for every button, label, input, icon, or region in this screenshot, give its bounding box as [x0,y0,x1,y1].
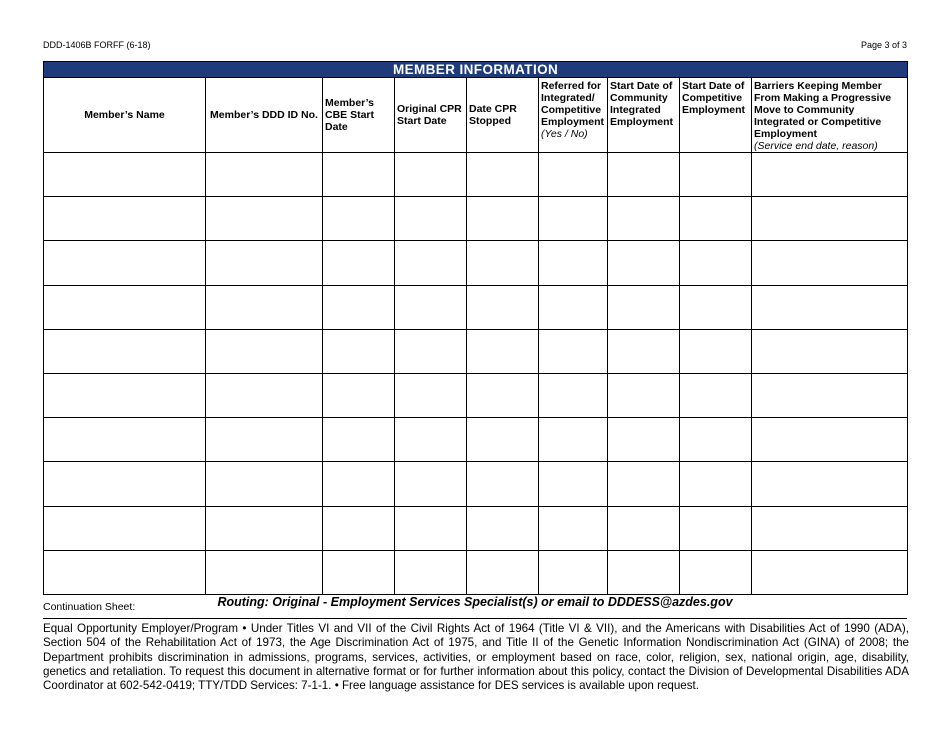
cell-barriers[interactable] [752,462,908,506]
table-row [44,418,908,462]
col-header-barriers-note: (Service end date, reason) [754,140,878,152]
cell-cbe-start-date[interactable] [323,329,395,373]
cell-community-start-date[interactable] [608,197,680,241]
cell-members-name[interactable] [44,550,206,594]
cell-competitive-start-date[interactable] [680,373,752,417]
table-title: MEMBER INFORMATION [44,62,908,78]
cell-community-start-date[interactable] [608,285,680,329]
cell-community-start-date[interactable] [608,241,680,285]
header-row [44,78,908,153]
cell-ddd-id[interactable] [206,550,323,594]
cell-members-name[interactable] [44,285,206,329]
cell-date-cpr-stopped[interactable] [467,550,539,594]
cell-barriers[interactable] [752,373,908,417]
equal-opportunity-statement: Equal Opportunity Employer/Program • Under Titles VI and VII of the Civil Rights Act of 1964 (Title VI & VII), and the Americans with Disabilities Act of 1990 (ADA), Section 504 of the Rehabilitation Act of 1973, the Age Discrimination Act of 1975, and Title II of the Genetic Information Nondiscrimination Act (GINA) of 2008; the Department prohibits discrimination in admissions, programs, services, activities, or employment based on race, color, religion, sex, national origin, age, disability, genetics and retaliation. To request this document in alternative format or for further information about this policy, contact the Division of Developmental Disabilities ADA Coordinator at 602-542-0419; TTY/TDD Services: 7-1-1. • Free language assistance for DES services is available upon request. [43,622,909,693]
cell-competitive-start-date[interactable] [680,241,752,285]
table-row [44,462,908,506]
cell-barriers[interactable] [752,506,908,550]
cell-date-cpr-stopped[interactable] [467,462,539,506]
cell-members-name[interactable] [44,462,206,506]
cell-ddd-id[interactable] [206,285,323,329]
cell-cbe-start-date[interactable] [323,241,395,285]
cell-date-cpr-stopped[interactable] [467,241,539,285]
cell-community-start-date[interactable] [608,550,680,594]
cell-competitive-start-date[interactable] [680,153,752,197]
cell-referred[interactable] [539,373,608,417]
cell-referred[interactable] [539,153,608,197]
member-information-table [43,61,908,595]
cell-barriers[interactable] [752,153,908,197]
routing-instructions: Routing: Original - Employment Services Specialist(s) or email to DDDESS@azdes.gov [217,595,733,609]
cell-date-cpr-stopped[interactable] [467,506,539,550]
cell-competitive-start-date[interactable] [680,197,752,241]
col-header-members-name: Member’s Name [44,78,206,153]
cell-original-cpr-start-date[interactable] [395,241,467,285]
cell-original-cpr-start-date[interactable] [395,153,467,197]
cell-members-name[interactable] [44,373,206,417]
col-header-cbe-start-date: Member’s CBE Start Date [323,78,395,153]
cell-cbe-start-date[interactable] [323,462,395,506]
cell-original-cpr-start-date[interactable] [395,418,467,462]
cell-original-cpr-start-date[interactable] [395,550,467,594]
cell-cbe-start-date[interactable] [323,153,395,197]
cell-referred[interactable] [539,241,608,285]
cell-competitive-start-date[interactable] [680,506,752,550]
cell-original-cpr-start-date[interactable] [395,285,467,329]
table-row [44,197,908,241]
continuation-sheet-label: Continuation Sheet: [43,601,136,613]
cell-referred[interactable] [539,197,608,241]
table-row [44,241,908,285]
cell-referred[interactable] [539,462,608,506]
col-header-barriers-label: Barriers Keeping Member From Making a Progressive Move to Community Integrated or Competitive Employment [754,80,892,140]
table-row [44,329,908,373]
cell-original-cpr-start-date[interactable] [395,329,467,373]
table-body [44,153,908,595]
cell-competitive-start-date[interactable] [680,550,752,594]
cell-members-name[interactable] [44,329,206,373]
cell-date-cpr-stopped[interactable] [467,329,539,373]
cell-barriers[interactable] [752,197,908,241]
cell-barriers[interactable] [752,241,908,285]
cell-original-cpr-start-date[interactable] [395,197,467,241]
col-header-barriers [752,78,908,153]
cell-competitive-start-date[interactable] [680,329,752,373]
col-header-competitive-start-date: Start Date of Competitive Employment [680,78,752,153]
cell-ddd-id[interactable] [206,373,323,417]
cell-barriers[interactable] [752,285,908,329]
cell-referred[interactable] [539,550,608,594]
cell-community-start-date[interactable] [608,373,680,417]
table-row [44,506,908,550]
cell-date-cpr-stopped[interactable] [467,153,539,197]
cell-ddd-id[interactable] [206,462,323,506]
cell-barriers[interactable] [752,418,908,462]
table-row [44,153,908,197]
cell-original-cpr-start-date[interactable] [395,373,467,417]
cell-referred[interactable] [539,506,608,550]
col-header-ddd-id: Member’s DDD ID No. [206,78,323,153]
cell-date-cpr-stopped[interactable] [467,373,539,417]
col-header-date-cpr-stopped: Date CPR Stopped [467,78,539,153]
cell-members-name[interactable] [44,241,206,285]
cell-referred[interactable] [539,418,608,462]
table-row [44,373,908,417]
cell-members-name[interactable] [44,153,206,197]
cell-barriers[interactable] [752,329,908,373]
cell-community-start-date[interactable] [608,329,680,373]
cell-date-cpr-stopped[interactable] [467,418,539,462]
cell-date-cpr-stopped[interactable] [467,285,539,329]
cell-community-start-date[interactable] [608,462,680,506]
cell-competitive-start-date[interactable] [680,462,752,506]
cell-ddd-id[interactable] [206,197,323,241]
footer-divider [43,618,907,619]
cell-cbe-start-date[interactable] [323,550,395,594]
cell-ddd-id[interactable] [206,329,323,373]
cell-ddd-id[interactable] [206,418,323,462]
table-row [44,285,908,329]
cell-competitive-start-date[interactable] [680,285,752,329]
col-header-original-cpr-start-date: Original CPR Start Date [395,78,467,153]
cell-original-cpr-start-date[interactable] [395,462,467,506]
col-header-referred-label: Referred for Integrated/ Competitive Employment [541,80,605,128]
table-row [44,550,908,594]
cell-members-name[interactable] [44,197,206,241]
cell-community-start-date[interactable] [608,153,680,197]
col-header-referred [539,78,608,153]
cell-ddd-id[interactable] [206,506,323,550]
cell-referred[interactable] [539,329,608,373]
cell-ddd-id[interactable] [206,153,323,197]
cell-cbe-start-date[interactable] [323,373,395,417]
form-number: DDD-1406B FORFF (6-18) [43,40,151,50]
cell-members-name[interactable] [44,418,206,462]
cell-members-name[interactable] [44,506,206,550]
cell-original-cpr-start-date[interactable] [395,506,467,550]
cell-cbe-start-date[interactable] [323,506,395,550]
cell-cbe-start-date[interactable] [323,418,395,462]
cell-barriers[interactable] [752,550,908,594]
cell-community-start-date[interactable] [608,506,680,550]
page-number: Page 3 of 3 [860,40,907,50]
cell-cbe-start-date[interactable] [323,197,395,241]
cell-community-start-date[interactable] [608,418,680,462]
col-header-referred-note: (Yes / No) [541,128,588,140]
cell-referred[interactable] [539,285,608,329]
cell-date-cpr-stopped[interactable] [467,197,539,241]
cell-cbe-start-date[interactable] [323,285,395,329]
col-header-community-start-date: Start Date of Community Integrated Employment [608,78,680,153]
cell-competitive-start-date[interactable] [680,418,752,462]
cell-ddd-id[interactable] [206,241,323,285]
